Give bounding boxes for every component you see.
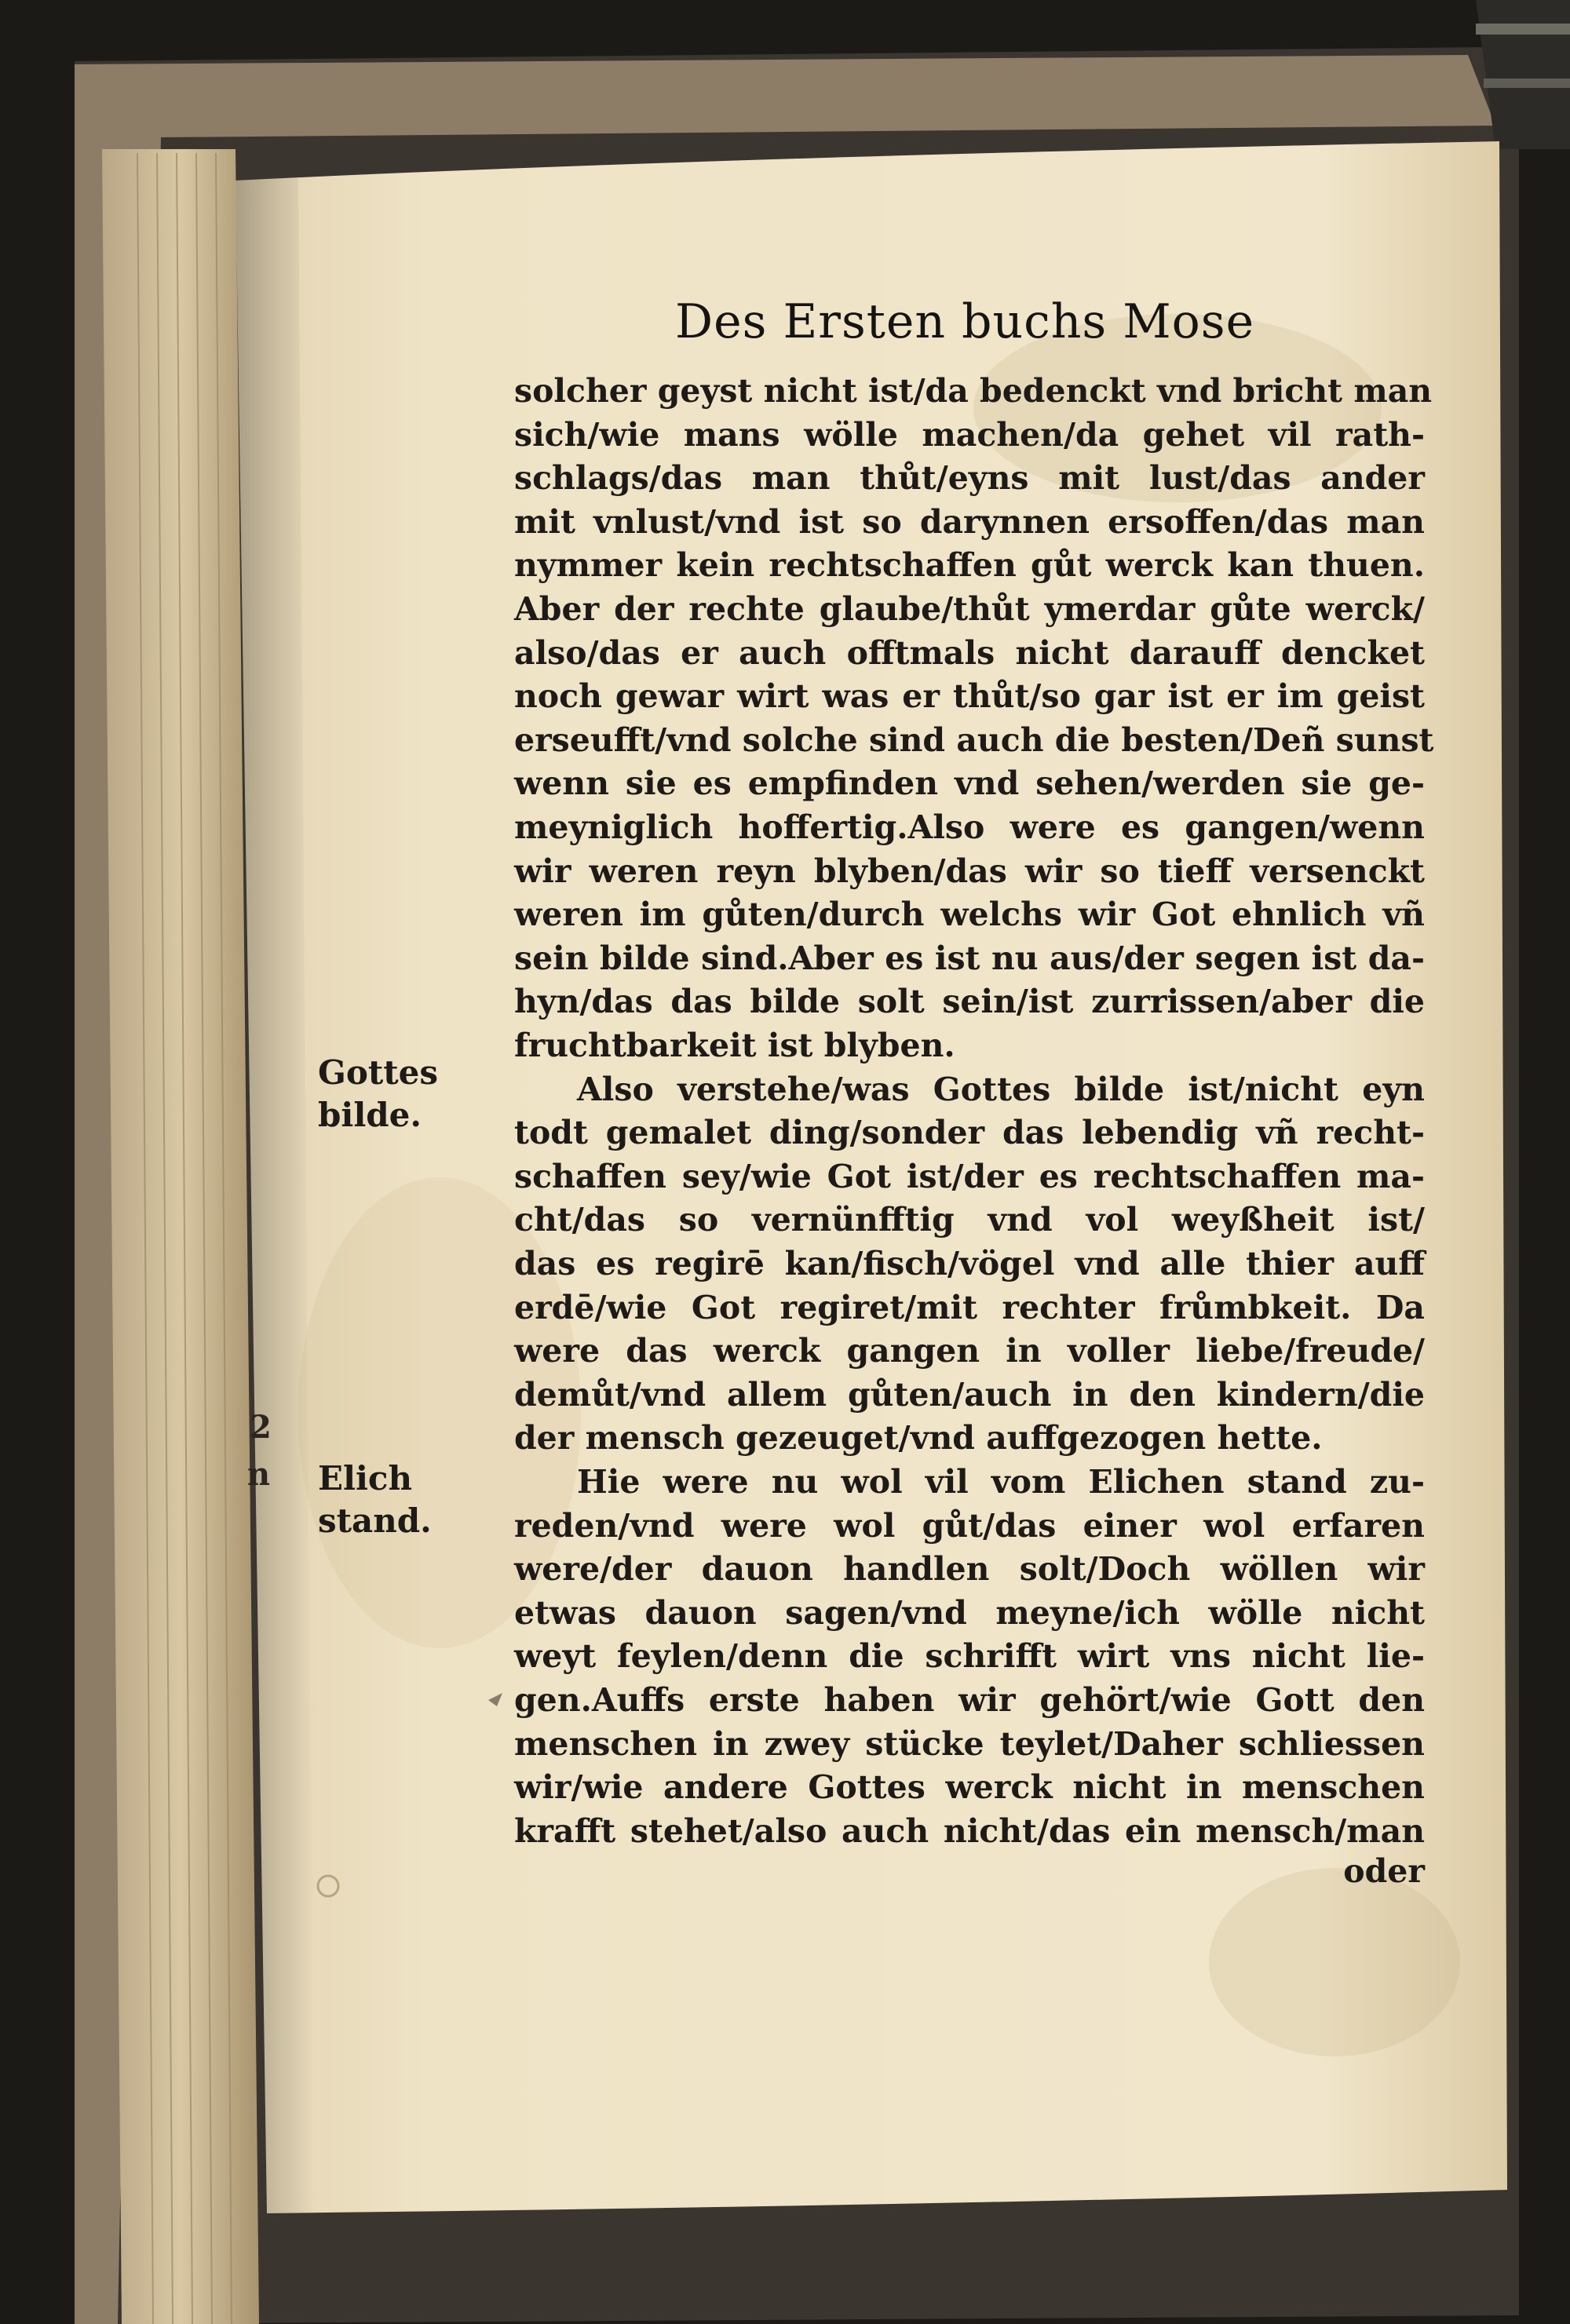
text-line: erseufft/vnd solche sind auch die besten/Deñ sunst — [514, 721, 1434, 759]
text-line: schlags/das man thůt/eyns mit lust/das ander — [514, 459, 1425, 498]
text-line: erdē/wie Got regiret/mit rechter frůmbkeit. Da — [514, 1288, 1425, 1326]
text-line: Aber der rechte glaube/thůt ymerdar gůte werck/ — [514, 590, 1425, 628]
text-line: fruchtbarkeit ist blyben. — [514, 1027, 955, 1064]
text-line: sich/wie mans wölle machen/da gehet vil rath- — [514, 415, 1425, 454]
text-line: meyniglich hoffertig.Also were es gangen/wenn — [514, 808, 1425, 846]
text-line: das es regirē kan/fisch/vögel vnd alle thier auff — [514, 1245, 1425, 1282]
margin-note-elich-stand — [318, 1458, 432, 1542]
text-line: hyn/das das bilde solt sein/ist zurrissen/aber die — [514, 983, 1425, 1021]
text-line: solcher geyst nicht ist/da bedenckt vnd bricht man — [514, 372, 1433, 410]
margin-note-line: bilde. — [318, 1096, 422, 1134]
text-line: also/das er auch offtmals nicht darauff dencket — [514, 633, 1425, 672]
margin-note-line: Gottes — [318, 1053, 439, 1092]
running-head: Des Ersten buchs Mose — [675, 294, 1255, 349]
text-line: schaffen sey/wie Got ist/der es rechtschaffen ma- — [514, 1157, 1425, 1195]
text-line: nymmer kein rechtschaffen gůt werck kan thuen. — [514, 546, 1425, 585]
text-line: Also verstehe/was Gottes bilde ist/nicht eyn — [577, 1070, 1425, 1108]
margin-note-line: stand. — [318, 1501, 432, 1540]
text-line: mit vnlust/vnd ist so darynnen ersoffen/das man — [514, 502, 1425, 541]
text-line: cht/das so vernünfftig vnd vol weyßheit ist/ — [514, 1201, 1425, 1239]
text-line: sein bilde sind.Aber es ist nu aus/der segen ist da- — [514, 939, 1425, 977]
text-line: weyt feylen/denn die schrifft wirt vns nicht lie- — [514, 1637, 1425, 1676]
text-line: wir/wie andere Gottes werck nicht in menschen — [514, 1768, 1425, 1807]
text-line: todt gemalet ding/sonder das lebendig vñ recht- — [514, 1114, 1425, 1152]
text-line: reden/vnd were wol gůt/das einer wol erfaren — [514, 1506, 1425, 1545]
text-line: demůt/vnd allem gůten/auch in den kindern/die — [514, 1375, 1425, 1414]
text-line: wir weren reyn blyben/das wir so tieff versenckt — [514, 852, 1425, 890]
edge-mark: 2 — [250, 1409, 272, 1446]
text-line: Hie were nu wol vil vom Elichen stand zu- — [577, 1463, 1425, 1501]
margin-note-line: Elich — [318, 1459, 413, 1498]
catchword: oder — [1343, 1852, 1425, 1890]
text-line: weren im gůten/durch welchs wir Got ehnlich vñ — [514, 896, 1425, 934]
text-line: krafft stehet/also auch nicht/das ein mensch/man — [514, 1811, 1425, 1850]
text-line: noch gewar wirt was er thůt/so gar ist er im geist — [514, 677, 1425, 716]
text-line: wenn sie es empfinden vnd sehen/werden sie ge- — [514, 764, 1425, 803]
text-line: were das werck gangen in voller liebe/freude/ — [514, 1332, 1425, 1370]
margin-note-gottes-bilde — [318, 1052, 438, 1136]
text-line: gen.Auffs erste haben wir gehört/wie Gott den — [514, 1681, 1425, 1719]
edge-mark: n — [247, 1456, 271, 1493]
text-line: were/der dauon handlen solt/Doch wöllen wir — [514, 1550, 1425, 1589]
text-line: der mensch gezeuget/vnd auffgezogen hette. — [514, 1419, 1323, 1458]
text-line: menschen in zwey stücke teylet/Daher schliessen — [514, 1724, 1425, 1763]
text-line: etwas dauon sagen/vnd meyne/ich wölle nicht — [514, 1593, 1425, 1632]
